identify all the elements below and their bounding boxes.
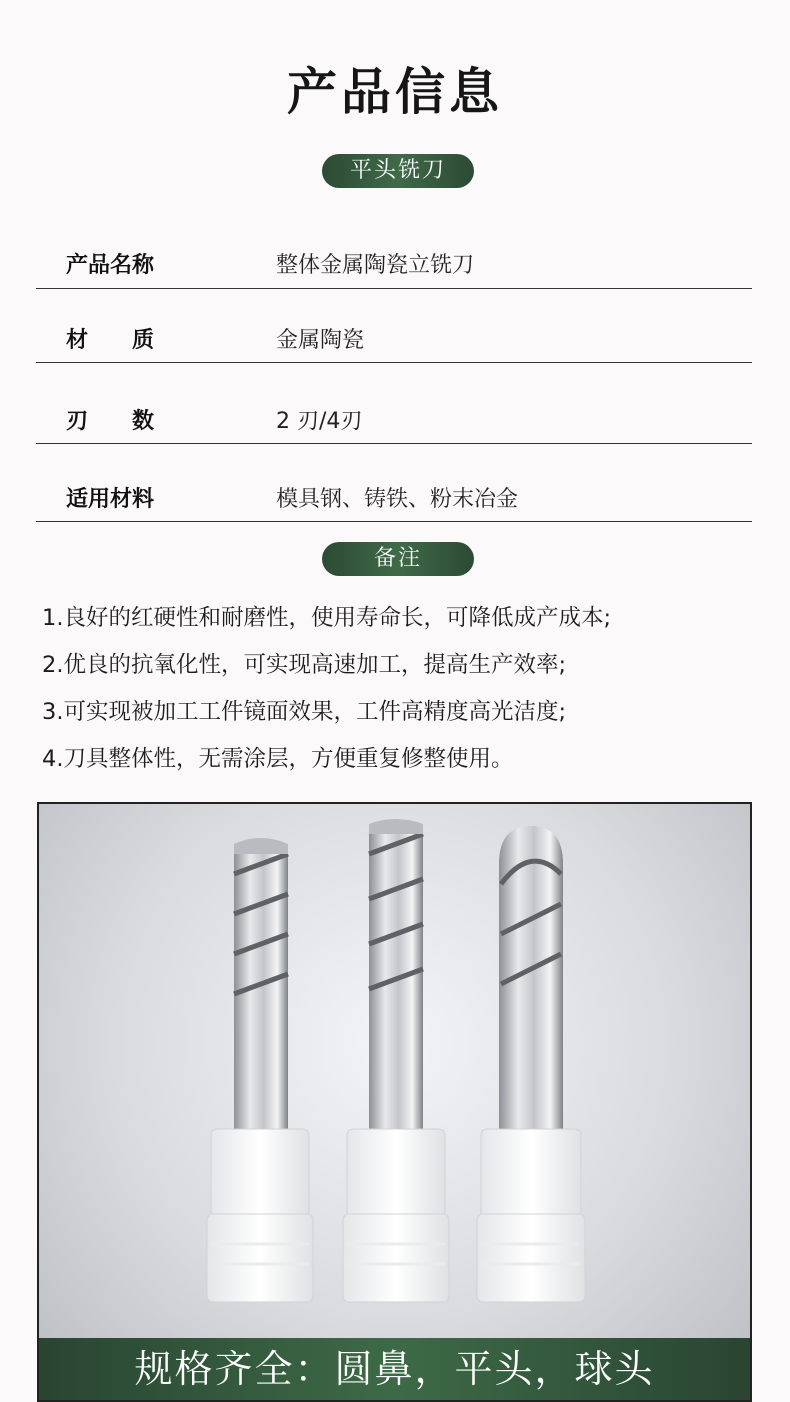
spec-label: 产品名称	[66, 253, 155, 278]
spec-label: 适用材料	[66, 487, 155, 512]
spec-row-flutes	[36, 392, 752, 444]
spec-value: 模具钢、铸铁、粉末冶金	[276, 487, 519, 512]
spec-value: 金属陶瓷	[276, 328, 365, 353]
spec-label: 材 质	[66, 328, 155, 353]
flat-end-mill-left	[207, 838, 313, 1302]
note-item: 4.刀具整体性，无需涂层，方便重复修整使用。	[42, 746, 514, 772]
spec-banner: 规格齐全：圆鼻，平头，球头	[39, 1338, 750, 1400]
page-title: 产品信息	[287, 63, 503, 121]
ball-end-mill-right	[477, 826, 585, 1302]
end-mills-illustration	[39, 804, 750, 1400]
note-item: 2.优良的抗氧化性，可实现高速加工，提高生产效率;	[42, 652, 567, 678]
spec-row-applicable-materials	[36, 470, 752, 522]
note-item: 3.可实现被加工工件镜面效果，工件高精度高光洁度;	[42, 699, 567, 725]
notes-heading-badge: 备注	[322, 542, 474, 576]
flat-end-mill-middle	[343, 819, 449, 1302]
spec-row-product-name	[36, 236, 752, 289]
product-type-badge: 平头铣刀	[322, 154, 474, 188]
note-item: 1.良好的红硬性和耐磨性，使用寿命长，可降低成产成本;	[42, 605, 612, 631]
spec-label: 刃 数	[66, 409, 155, 434]
product-photo	[37, 802, 752, 1402]
notes-list	[42, 600, 762, 788]
spec-value: 2 刃/4刃	[276, 409, 363, 434]
spec-row-material	[36, 311, 752, 363]
spec-value: 整体金属陶瓷立铣刀	[276, 253, 475, 278]
